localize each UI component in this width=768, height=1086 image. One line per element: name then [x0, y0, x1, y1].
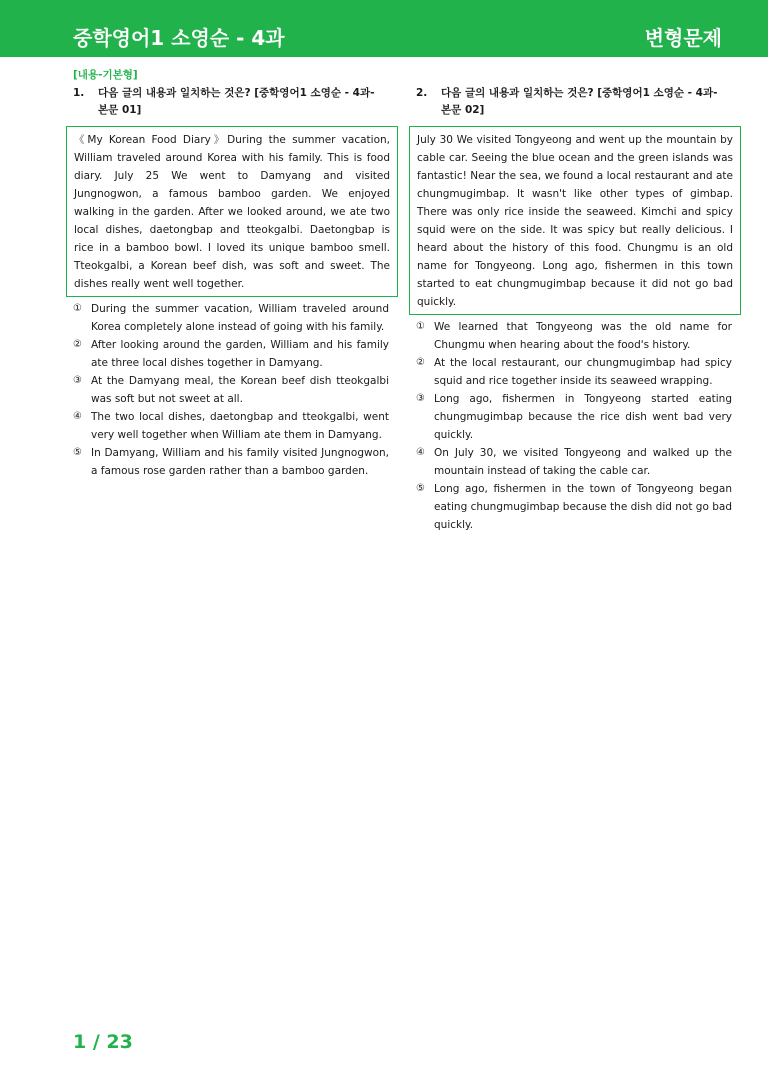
option-mark: ③	[73, 375, 82, 386]
question-1-prompt: 다음 글의 내용과 일치하는 것은? [중학영어1 소영순 - 4과-본문 01]	[98, 87, 375, 116]
option-mark: ①	[416, 321, 425, 332]
page-number: 1 / 23	[73, 1031, 133, 1053]
question-1-option-2[interactable]	[66, 336, 398, 372]
option-text: At the Damyang meal, the Korean beef dish tteokgalbi was soft but not sweet at all.	[91, 375, 389, 405]
question-1-options	[66, 300, 398, 480]
option-text: In Damyang, William and his family visited Jungnogwon, a famous rose garden rather than a bamboo garden.	[91, 447, 389, 477]
question-1-number: 1.	[73, 87, 85, 99]
question-1	[66, 85, 398, 480]
option-text: After looking around the garden, William and his family ate three local dishes together in Damyang.	[91, 339, 389, 369]
question-1-option-4[interactable]	[66, 408, 398, 444]
option-text: At the local restaurant, our chungmugimbap had spicy squid and rice together inside its seaweed wrapping.	[434, 357, 732, 387]
question-2	[409, 85, 741, 534]
option-mark: ②	[73, 339, 82, 350]
option-text: The two local dishes, daetongbap and tteokgalbi, went very well together when William ate them in Damyang.	[91, 411, 389, 441]
option-text: During the summer vacation, William traveled around Korea completely alone instead of going with his family.	[91, 303, 389, 333]
question-1-option-1[interactable]	[66, 300, 398, 336]
question-1-header	[66, 85, 398, 119]
document-title: 중학영어1 소영순 - 4과	[73, 26, 285, 50]
question-2-option-3[interactable]	[409, 390, 741, 444]
option-mark: ①	[73, 303, 82, 314]
question-2-options	[409, 318, 741, 534]
page-header	[0, 0, 768, 57]
option-text: On July 30, we visited Tongyeong and walked up the mountain instead of taking the cable car.	[434, 447, 732, 477]
question-2-prompt: 다음 글의 내용과 일치하는 것은? [중학영어1 소영순 - 4과-본문 02]	[441, 87, 718, 116]
question-1-passage: 《My Korean Food Diary》During the summer vacation, William traveled around Korea with his family. This is food diary. July 25 We went to Damyang and visited Jungnogwon, a famous bamboo garden. We enjoyed walking in the garden. After we looked around, we ate two local dishes, daetongbap and tteokgalbi. Daetongbap is rice in a bamboo bowl. I loved its unique bamboo smell. Tteokgalbi, a Korean beef dish, was soft and sweet. The dishes really went well together.	[66, 126, 398, 297]
option-mark: ④	[416, 447, 425, 458]
option-text: Long ago, fishermen in the town of Tongyeong began eating chungmugimbap because the dish did not go bad quickly.	[434, 483, 732, 531]
question-2-number: 2.	[416, 87, 428, 99]
question-2-header	[409, 85, 741, 119]
question-2-option-2[interactable]	[409, 354, 741, 390]
question-2-option-1[interactable]	[409, 318, 741, 354]
option-text: We learned that Tongyeong was the old name for Chungmu when hearing about the food's history.	[434, 321, 732, 351]
question-1-option-3[interactable]	[66, 372, 398, 408]
question-2-option-5[interactable]	[409, 480, 741, 534]
question-1-option-5[interactable]	[66, 444, 398, 480]
document-type-label: 변형문제	[644, 26, 722, 50]
option-mark: ④	[73, 411, 82, 422]
question-2-passage: July 30 We visited Tongyeong and went up the mountain by cable car. Seeing the blue ocean and the green islands was fantastic! Near the sea, we found a local restaurant and ate chungmugimbap. It wasn't like other types of gimbap. There was only rice inside the seaweed. Kimchi and spicy squid were on the side. It was spicy but really delicious. I heard about the history of this food. Chungmu is an old name for Tongyeong. Long ago, fishermen in this town started to eat chungmugimbap because it did not go bad quickly.	[409, 126, 741, 315]
option-text: Long ago, fishermen in Tongyeong started eating chungmugimbap because the rice dish went bad very quickly.	[434, 393, 732, 441]
option-mark: ③	[416, 393, 425, 404]
question-category: [내용-기본형]	[73, 69, 138, 81]
option-mark: ⑤	[416, 483, 425, 494]
option-mark: ⑤	[73, 447, 82, 458]
question-2-option-4[interactable]	[409, 444, 741, 480]
option-mark: ②	[416, 357, 425, 368]
